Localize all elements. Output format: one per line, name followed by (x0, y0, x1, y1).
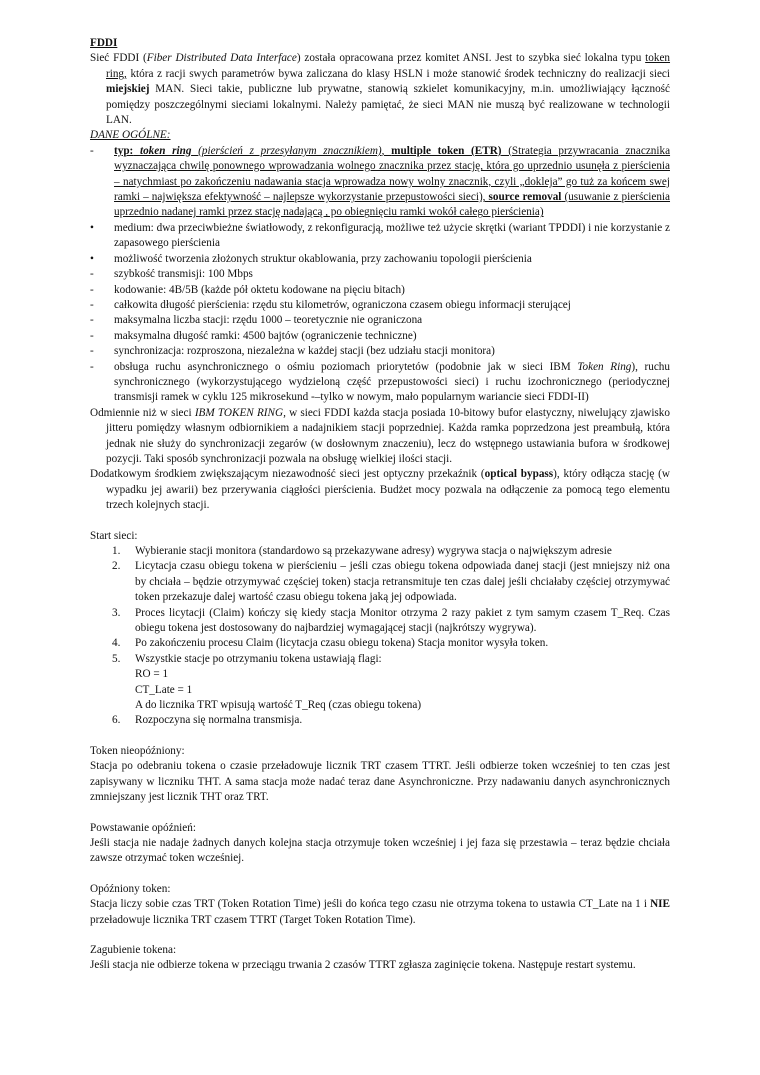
list-item-text: maksymalna długość ramki: 4500 bajtów (ograniczenie techniczne) (114, 329, 417, 342)
list-bullet: - (90, 360, 94, 373)
intro-fddi-expansion: Fiber Distributed Data Interface (146, 52, 297, 65)
step-item (90, 636, 670, 651)
list-item (90, 283, 670, 298)
type-source-removal-text: (usuwanie z pierścienia uprzednio nadanej ramki przez stację nadającą , po obiegnięciu ramki wokół całego pierścienia) (114, 191, 671, 219)
step-text: Wybieranie stacji monitora (standardowo są przekazywane adresy) wygrywa stacja o największym adresie (135, 545, 612, 557)
paragraph-text: Odmiennie niż w sieci (90, 406, 195, 419)
intro-text: która z racji swych parametrów bywa zaliczana do klasy HSLN i może stanowić środek techniczny do realizacji sieci (126, 67, 670, 80)
type-token-ring: token ring (139, 144, 192, 157)
document-page (90, 36, 670, 974)
list-item-text: całkowita długość pierścienia: rzędu stu kilometrów, ograniczona czasem obiegu informacji sterującej (114, 298, 571, 311)
bypass-paragraph (90, 467, 670, 513)
nie-bold: NIE (650, 898, 670, 911)
list-item-text: medium: dwa przeciwbieżne światłowody, z rekonfiguracją, możliwe też użycie skrętki (wariant TPDDI) i nie korzystanie z zapasowego pierścienia (114, 221, 670, 250)
network-start-steps-cont (90, 713, 670, 728)
step-item (90, 544, 670, 559)
token-ok-heading: Token nieopóźniony: (90, 744, 185, 757)
list-bullet: - (90, 283, 94, 296)
step-item (90, 652, 670, 667)
list-item (90, 267, 670, 282)
general-data-list (90, 144, 670, 406)
list-item (90, 329, 670, 344)
delay-origin-heading: Powstawanie opóźnień: (90, 821, 196, 834)
step-number: 2. (112, 560, 121, 573)
network-start-steps (90, 544, 670, 667)
paragraph-text: Dodatkowym środkiem zwiększającym niezawodność sieci jest optyczny przekaźnik ( (90, 468, 485, 481)
intro-text: ) została opracowana przez komitet ANSI. Jest to szybka sieć lokalna typu (296, 52, 646, 65)
ibm-paragraph (90, 406, 670, 468)
list-bullet: - (90, 268, 94, 281)
step-number: 1. (112, 545, 121, 557)
intro-text: Sieć FDDI ( (90, 52, 147, 65)
list-bullet: • (90, 252, 94, 265)
token-lost-text: Jeśli stacja nie odbierze tokena w przeciągu trwania 2 czasów TTRT zgłasza zaginięcie tokena. Następuje restart systemu. (90, 959, 636, 972)
delay-origin-text: Jeśli stacja nie nadaje żadnych danych kolejna stacja otrzymuje token wcześniej i jej faza się przestawia – teraz będzie chciała zawsze otrzymać token wcześniej. (90, 836, 670, 865)
step-number: 4. (112, 637, 121, 650)
step-item (90, 606, 670, 637)
list-bullet: - (90, 329, 94, 342)
list-item (90, 252, 670, 267)
list-bullet: • (90, 221, 94, 234)
list-item (90, 221, 670, 252)
optical-bypass: optical bypass (484, 468, 554, 481)
intro-token-ring: token ring, (106, 52, 671, 80)
intro-miejskiej: miejskiej (106, 83, 150, 96)
step-text: Licytacja czasu obiegu tokena w pierścieniu – jeśli czas obiegu tokena odpowiada danej stacji (jest mniejszy niż ona by chciała – będzie otrzymywać częściej token) stacja retransmituje ten czas dalej jeśli chciałaby częściej otrzymywać token przekazuje dalej wartość czasu obiegu tokena jaką jej odpowiada. (135, 560, 670, 604)
ibm-token-ring: IBM TOKEN RING, (194, 406, 286, 419)
step-number: 6. (112, 714, 121, 727)
list-item-text: obsługa ruchu asynchronicznego o ośmiu poziomach priorytetów (podobnie jak w sieci IBM (114, 360, 578, 373)
step-number: 3. (112, 606, 121, 619)
list-bullet: - (90, 345, 94, 358)
list-item-type (90, 144, 670, 221)
list-item-text: szybkość transmisji: 100 Mbps (114, 268, 253, 281)
network-start-heading: Start sieci: (90, 529, 138, 542)
flag-line: CT_Late = 1 (135, 683, 193, 696)
list-item-text: synchronizacja: rozproszona, niezależna w każdej stacji (bez udziału stacji monitora) (114, 345, 495, 358)
flag-line: A do licznika TRT wpisują wartość T_Req (czas obiegu tokena) (135, 699, 422, 712)
list-item-text: możliwość tworzenia złożonych struktur okablowania, przy zachowaniu topologii pierścienia (114, 252, 532, 265)
list-item (90, 298, 670, 313)
intro-text: MAN. Sieci takie, publiczne lub prywatne, stanowią szkielet komunikacyjny, m.in. umożliwiający łączność pomiędzy poszczególnymi sieciami lokalnymi. Należy pamiętać, że sieci MAN nie muszą być realizowane w technologii LAN. (106, 83, 670, 127)
list-bullet: - (90, 314, 94, 327)
step-text: Wszystkie stacje po otrzymaniu tokena ustawiają flagi: (135, 652, 382, 665)
type-source-removal: source removal (488, 191, 562, 204)
token-ring-italic: Token Ring (577, 360, 632, 373)
document-title: FDDI (90, 37, 118, 49)
paragraph-text: przeładowuje licznika TRT czasem TTRT (Target Token Rotation Time). (90, 913, 416, 926)
token-ok-text: Stacja po odebraniu tokena o czasie przeładowuje licznik TRT czasem TTRT. Jeśli odbierze token wcześniej to ten czas jest zapisywany w liczniku THT. A sama stacja może nadać teraz dane Asynchroniczne. Przy nadawaniu danych asynchronicznych zmniejszany jest licznik THT oraz TRT. (90, 760, 670, 804)
flag-line: RO = 1 (135, 668, 169, 681)
list-item-text: maksymalna liczba stacji: rzędu 1000 – teoretycznie nie ograniczona (114, 314, 423, 327)
type-description: (pierścień z przesyłanym znacznikiem) (198, 144, 382, 157)
token-lost-heading: Zagubienie tokena: (90, 943, 177, 956)
list-item (90, 344, 670, 359)
paragraph-text: Stacja liczy sobie czas TRT (Token Rotation Time) jeśli do końca tego czasu nie otrzyma tokena to ustawia CT_Late na 1 i (90, 898, 651, 911)
type-etr-text: (Strategia przywracania znacznika wyznaczająca chwilę ponownego wprowadzania wolnego znacznika przez stację, która go uprzednio usunęła z pierścienia – natychmiast po zakończeniu nadawania stacja wprowadza nowy wolny znacznik, czyli „dokleja” go tuż za końcem swej ramki – największa efektywność – najlepsze wykorzystanie przepustowości sieci), (114, 144, 671, 204)
list-item-text: kodowanie: 4B/5B (każde pół oktetu kodowane na pięciu bitach) (114, 283, 405, 296)
general-data-heading: DANE OGÓLNE: (90, 129, 171, 142)
token-late-text (90, 897, 670, 928)
paragraph-text: ), który odłącza stację (w wypadku jej awarii) bez przerywania ciągłości pierścienia. Budżet mocy pozwala na odłączenie za pomocą tego elementu trzech kolejnych stacji. (106, 468, 670, 512)
list-bullet: - (90, 144, 94, 157)
list-item-traffic (90, 360, 670, 406)
list-bullet: - (90, 298, 94, 311)
intro-paragraph (90, 51, 670, 128)
step-text: Proces licytacji (Claim) kończy się kiedy stacja Monitor otrzyma 2 razy pakiet z tym samym czasem T_Req. Czas obiegu tokena jest dostosowany do najbardziej wymagającej stacji (najkrótszy wygrywa). (135, 606, 670, 635)
step-item (90, 713, 670, 728)
list-item (90, 313, 670, 328)
type-label: typ: (114, 144, 134, 157)
paragraph-text: w sieci FDDI każda stacja posiada 10-bitowy bufor elastyczny, niwelujący zjawisko jitteru pomiędzy własnym odbiornikiem a nadajnikiem stacji poprzedniej. Każda ramka poprzedzona jest preambułą, która jednak nie służy do synchronizacji zegarów (w dosłownym znaczeniu), lecz do wstępnego ustawiania bufora w środkowej pozycji. Taki sposób synchronizacji pozwala na obsługę wielkiej ilości stacji. (106, 406, 670, 465)
type-separator: , (381, 144, 392, 157)
step-text: Po zakończeniu procesu Claim (licytacja czasu obiegu tokena) Stacja monitor wysyła token. (135, 637, 549, 650)
step-text: Rozpoczyna się normalna transmisja. (135, 714, 303, 727)
step-item (90, 559, 670, 605)
list-item-text: ), ruchu synchronicznego (wykorzystującego wydzieloną część przepustowości sieci) i ruchu izochronicznego (periodycznej transmisji ramek w cyklu 125 mikrosekund -–tylko w nowym, mało popularnym wariancie sieci FDDI-II) (114, 360, 670, 404)
step-number: 5. (112, 652, 121, 665)
token-late-heading: Opóźniony token: (90, 882, 171, 895)
type-multiple-token: multiple token (ETR) (391, 144, 502, 157)
